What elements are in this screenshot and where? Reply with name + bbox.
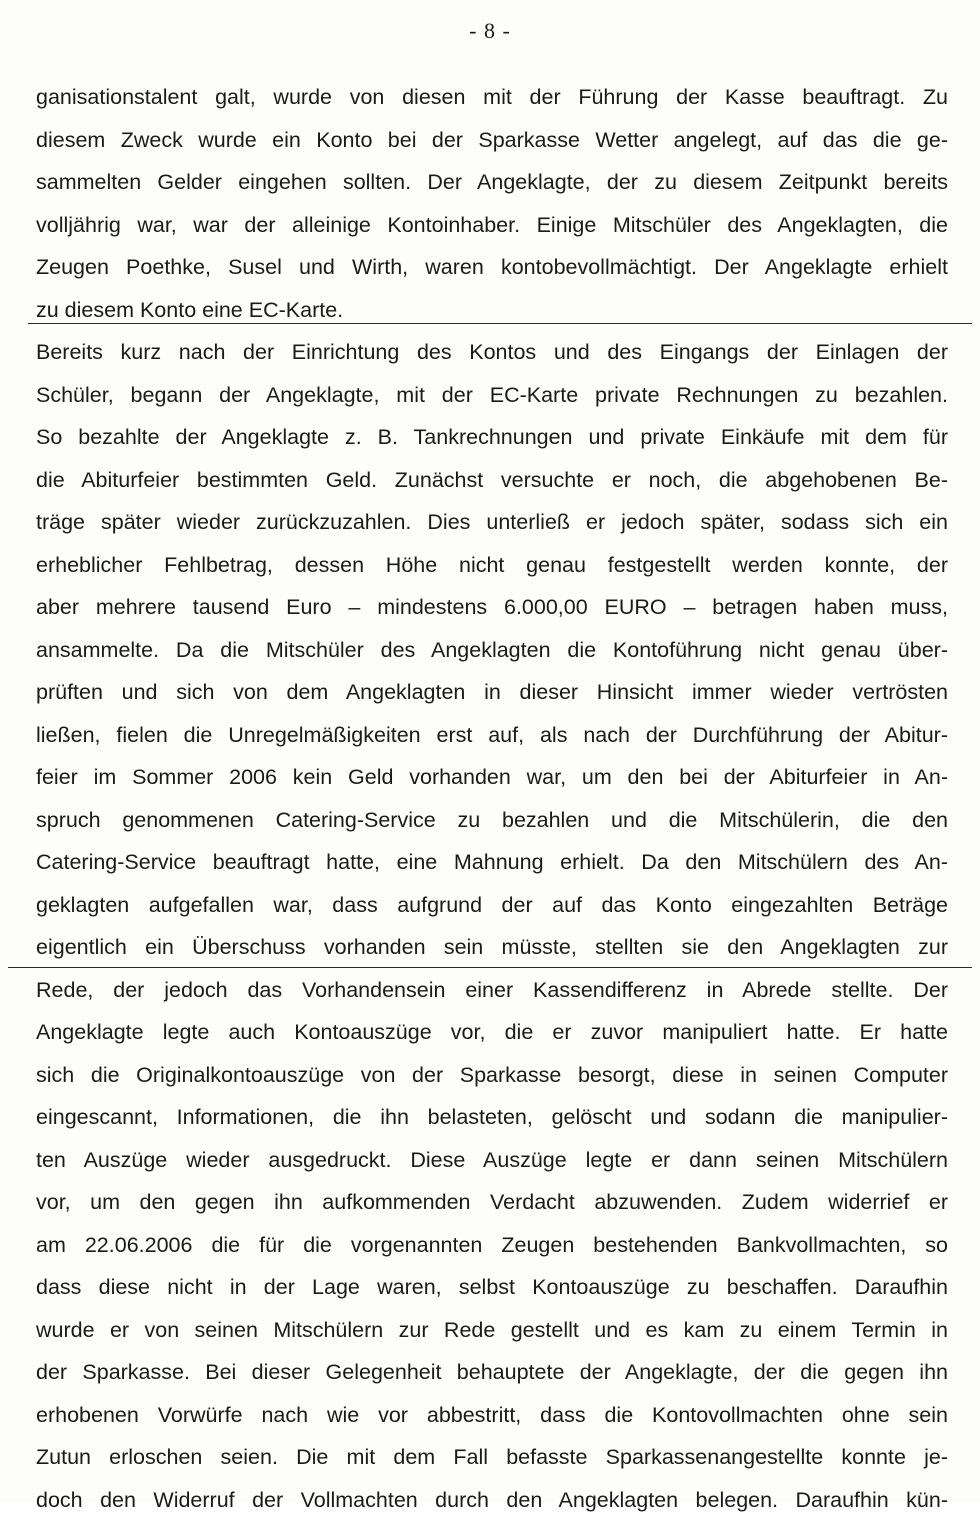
text-line: doch den Widerruf der Vollmachten durch den Angeklagten belegen. Daraufhin kün- xyxy=(36,1479,948,1521)
body-text xyxy=(36,76,948,1521)
text-line: wurde er von seinen Mitschülern zur Rede gestellt und es kam zu einem Termin in xyxy=(36,1309,948,1352)
text-line: spruch genommenen Catering-Service zu bezahlen und die Mitschülerin, die den xyxy=(36,799,948,842)
text-line: Schüler, begann der Angeklagte, mit der EC-Karte private Rechnungen zu bezahlen. xyxy=(36,374,948,417)
text-line: Rede, der jedoch das Vorhandensein einer Kassendifferenz in Abrede stellte. Der xyxy=(36,969,948,1012)
text-line: erhobenen Vorwürfe nach wie vor abbestritt, dass die Kontovollmachten ohne sein xyxy=(36,1394,948,1437)
text-line: Catering-Service beauftragt hatte, eine Mahnung erhielt. Da den Mitschülern des An- xyxy=(36,841,948,884)
page-number: - 8 - xyxy=(0,18,980,44)
text-line: sich die Originalkontoauszüge von der Sparkasse besorgt, diese in seinen Computer xyxy=(36,1054,948,1097)
text-line: aber mehrere tausend Euro – mindestens 6.000,00 EURO – betragen haben muss, xyxy=(36,586,948,629)
text-line: feier im Sommer 2006 kein Geld vorhanden war, um den bei der Abiturfeier in An- xyxy=(36,756,948,799)
text-line: Zeugen Poethke, Susel und Wirth, waren kontobevollmächtigt. Der Angeklagte erhielt xyxy=(36,246,948,289)
text-line: träge später wieder zurückzuzahlen. Dies unterließ er jedoch später, sodass sich ein xyxy=(36,501,948,544)
text-line: Angeklagte legte auch Kontoauszüge vor, die er zuvor manipuliert hatte. Er hatte xyxy=(36,1011,948,1054)
text-line: ten Auszüge wieder ausgedruckt. Diese Auszüge legte er dann seinen Mitschülern xyxy=(36,1139,948,1182)
text-line: erheblicher Fehlbetrag, dessen Höhe nicht genau festgestellt werden konnte, der xyxy=(36,544,948,587)
text-line: volljährig war, war der alleinige Kontoinhaber. Einige Mitschüler des Angeklagten, die xyxy=(36,204,948,247)
text-line: diesem Zweck wurde ein Konto bei der Sparkasse Wetter angelegt, auf das die ge- xyxy=(36,119,948,162)
text-line: sammelten Gelder eingehen sollten. Der Angeklagte, der zu diesem Zeitpunkt bereits xyxy=(36,161,948,204)
text-line: prüften und sich von dem Angeklagten in dieser Hinsicht immer wieder vertrösten xyxy=(36,671,948,714)
text-line: ließen, fielen die Unregelmäßigkeiten erst auf, als nach der Durchführung der Abitur- xyxy=(36,714,948,757)
text-line: am 22.06.2006 die für die vorgenannten Zeugen bestehenden Bankvollmachten, so xyxy=(36,1224,948,1267)
text-line: zu diesem Konto eine EC-Karte. xyxy=(36,289,948,332)
text-line: Zutun erloschen seien. Die mit dem Fall befasste Sparkassenangestellte konnte je- xyxy=(36,1436,948,1479)
text-line: eigentlich ein Überschuss vorhanden sein müsste, stellten sie den Angeklagten zur xyxy=(36,926,948,969)
text-line: die Abiturfeier bestimmten Geld. Zunächst versuchte er noch, die abgehobenen Be- xyxy=(36,459,948,502)
text-line: geklagten aufgefallen war, dass aufgrund der auf das Konto eingezahlten Beträge xyxy=(36,884,948,927)
text-line: vor, um den gegen ihn aufkommenden Verdacht abzuwenden. Zudem widerrief er xyxy=(36,1181,948,1224)
text-line: So bezahlte der Angeklagte z. B. Tankrechnungen und private Einkäufe mit dem für xyxy=(36,416,948,459)
text-line: eingescannt, Informationen, die ihn belasteten, gelöscht und sodann die manipulier- xyxy=(36,1096,948,1139)
text-line: Bereits kurz nach der Einrichtung des Kontos und des Eingangs der Einlagen der xyxy=(36,331,948,374)
text-line: ganisationstalent galt, wurde von diesen mit der Führung der Kasse beauftragt. Zu xyxy=(36,76,948,119)
text-line: ansammelte. Da die Mitschüler des Angeklagten die Kontoführung nicht genau über- xyxy=(36,629,948,672)
text-line: der Sparkasse. Bei dieser Gelegenheit behauptete der Angeklagte, der die gegen ihn xyxy=(36,1351,948,1394)
text-line: dass diese nicht in der Lage waren, selbst Kontoauszüge zu beschaffen. Daraufhin xyxy=(36,1266,948,1309)
